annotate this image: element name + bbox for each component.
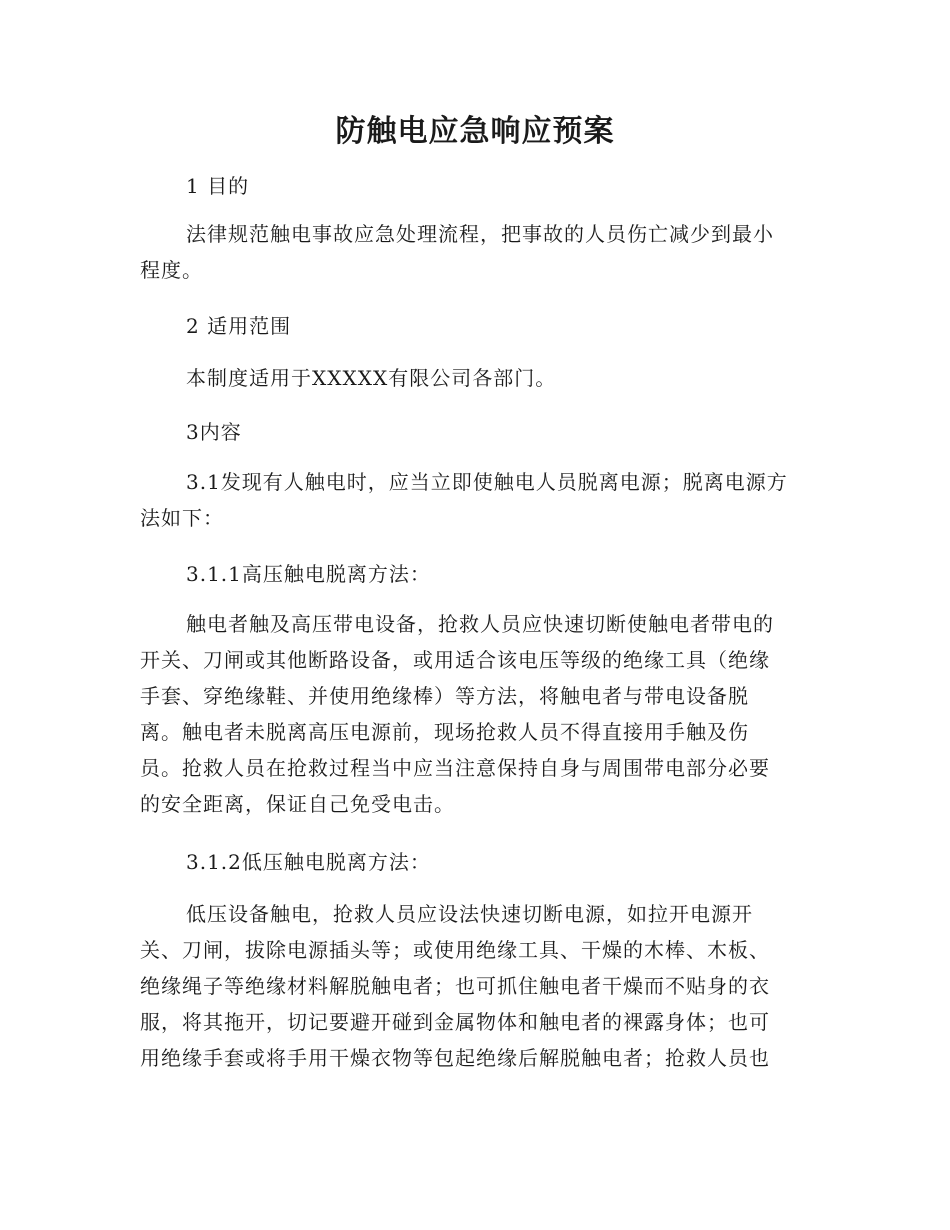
text-line: 用绝缘手套或将手用干燥衣物等包起绝缘后解脱触电者；抢救人员也 <box>140 1046 770 1070</box>
text-line: 3.1发现有人触电时，应当立即使触电人员脱离电源；脱离电源方 <box>186 470 788 494</box>
text-line: 开关、刀闸或其他断路设备，或用适合该电压等级的绝缘工具（绝缘 <box>140 648 770 672</box>
text-line: 法律规范触电事故应急处理流程，把事故的人员伤亡减少到最小 <box>186 222 774 246</box>
text-line: 的安全距离，保证自己免受电击。 <box>140 792 455 816</box>
paragraph-scope <box>140 360 810 396</box>
text-line: 员。抢救人员在抢救过程当中应当注意保持自身与周围带电部分必要 <box>140 756 770 780</box>
document-title: 防触电应急响应预案 <box>335 114 615 149</box>
section-heading-scope <box>140 308 810 344</box>
section-heading-purpose <box>140 168 810 204</box>
text-line: 离。触电者未脱离高压电源前，现场抢救人员不得直接用手触及伤 <box>140 720 749 744</box>
text-line: 法如下： <box>140 506 224 530</box>
text-line: 触电者触及高压带电设备，抢救人员应快速切断使触电者带电的 <box>186 612 774 636</box>
text-line: 关、刀闸，拔除电源插头等；或使用绝缘工具、干燥的木棒、木板、 <box>140 938 770 962</box>
paragraph-3-1 <box>140 464 810 536</box>
text-line: 绝缘绳子等绝缘材料解脱触电者；也可抓住触电者干燥而不贴身的衣 <box>140 974 770 998</box>
section-heading-content <box>140 414 810 450</box>
section-heading-3-1-1 <box>140 556 810 592</box>
section-heading-3-1-2 <box>140 844 810 880</box>
text-line: 1 目的 <box>186 174 250 198</box>
text-line: 本制度适用于XXXXX有限公司各部门。 <box>186 366 557 390</box>
text-line: 2 适用范围 <box>186 314 292 338</box>
paragraph-3-1-2 <box>140 896 810 1076</box>
text-line: 3内容 <box>186 420 242 444</box>
paragraph-3-1-1 <box>140 606 810 822</box>
text-line: 低压设备触电，抢救人员应设法快速切断电源，如拉开电源开 <box>186 902 753 926</box>
text-line: 3.1.2低压触电脱离方法： <box>186 850 431 874</box>
text-line: 手套、穿绝缘鞋、并使用绝缘棒）等方法，将触电者与带电设备脱 <box>140 684 749 708</box>
text-line: 程度。 <box>140 258 203 282</box>
text-line: 3.1.1高压触电脱离方法： <box>186 562 431 586</box>
paragraph-purpose <box>140 216 810 288</box>
text-line: 服，将其拖开，切记要避开碰到金属物体和触电者的裸露身体；也可 <box>140 1010 770 1034</box>
